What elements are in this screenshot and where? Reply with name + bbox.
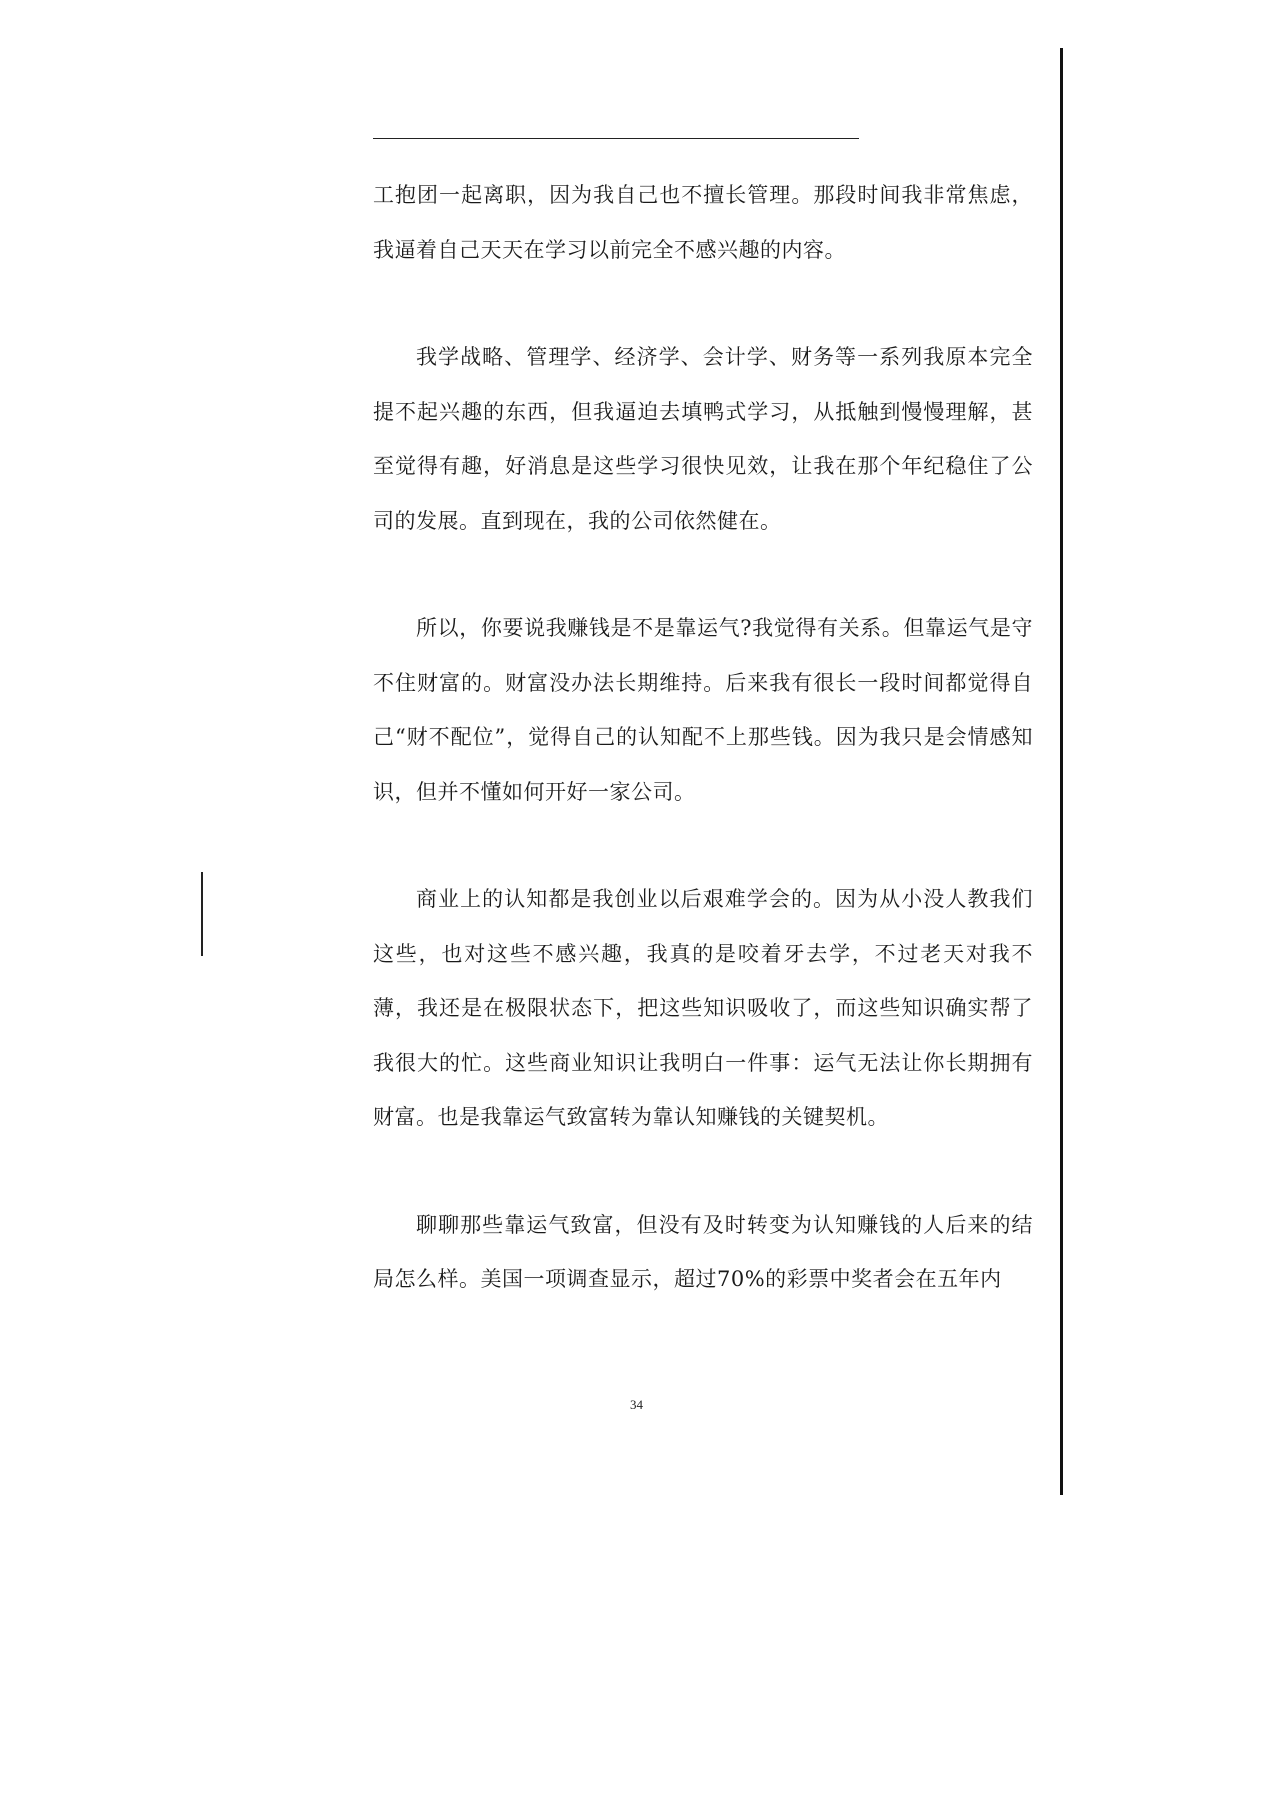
paragraph-continuation: 工抱团一起离职，因为我自己也不擅长管理。那段时间我非常焦虑，我逼着自己天天在学习以前完全不感兴趣的内容。 [373,183,1033,262]
header-rule [373,138,859,139]
page-number: 34 [630,1397,643,1412]
paragraph: 我学战略、管理学、经济学、会计学、财务等一系列我原本完全提不起兴趣的东西，但我逼迫去填鸭式学习，从抵触到慢慢理解，甚至觉得有趣，好消息是这些学习很快见效，让我在那个年纪稳住了公司的发展。直到现在，我的公司依然健在。 [373,345,1033,533]
margin-mark [201,872,203,956]
paragraph: 所以，你要说我赚钱是不是靠运气?我觉得有关系。但靠运气是守不住财富的。财富没办法长期维持。后来我有很长一段时间都觉得自己“财不配位”，觉得自己的认知配不上那些钱。因为我只是会情感知识，但并不懂如何开好一家公司。 [373,616,1033,804]
paragraph: 商业上的认知都是我创业以后艰难学会的。因为从小没人教我们这些，也对这些不感兴趣，我真的是咬着牙去学，不过老天对我不薄，我还是在极限状态下，把这些知识吸收了，而这些知识确实帮了我很大的忙。这些商业知识让我明白一件事：运气无法让你长期拥有财富。也是我靠运气致富转为靠认知赚钱的关键契机。 [373,887,1033,1129]
paragraph: 聊聊那些靠运气致富，但没有及时转变为认知赚钱的人后来的结局怎么样。美国一项调查显示，超过70%的彩票中奖者会在五年内 [373,1212,1033,1291]
body-text [373,168,1033,1307]
page-edge-rule [1060,48,1063,1495]
